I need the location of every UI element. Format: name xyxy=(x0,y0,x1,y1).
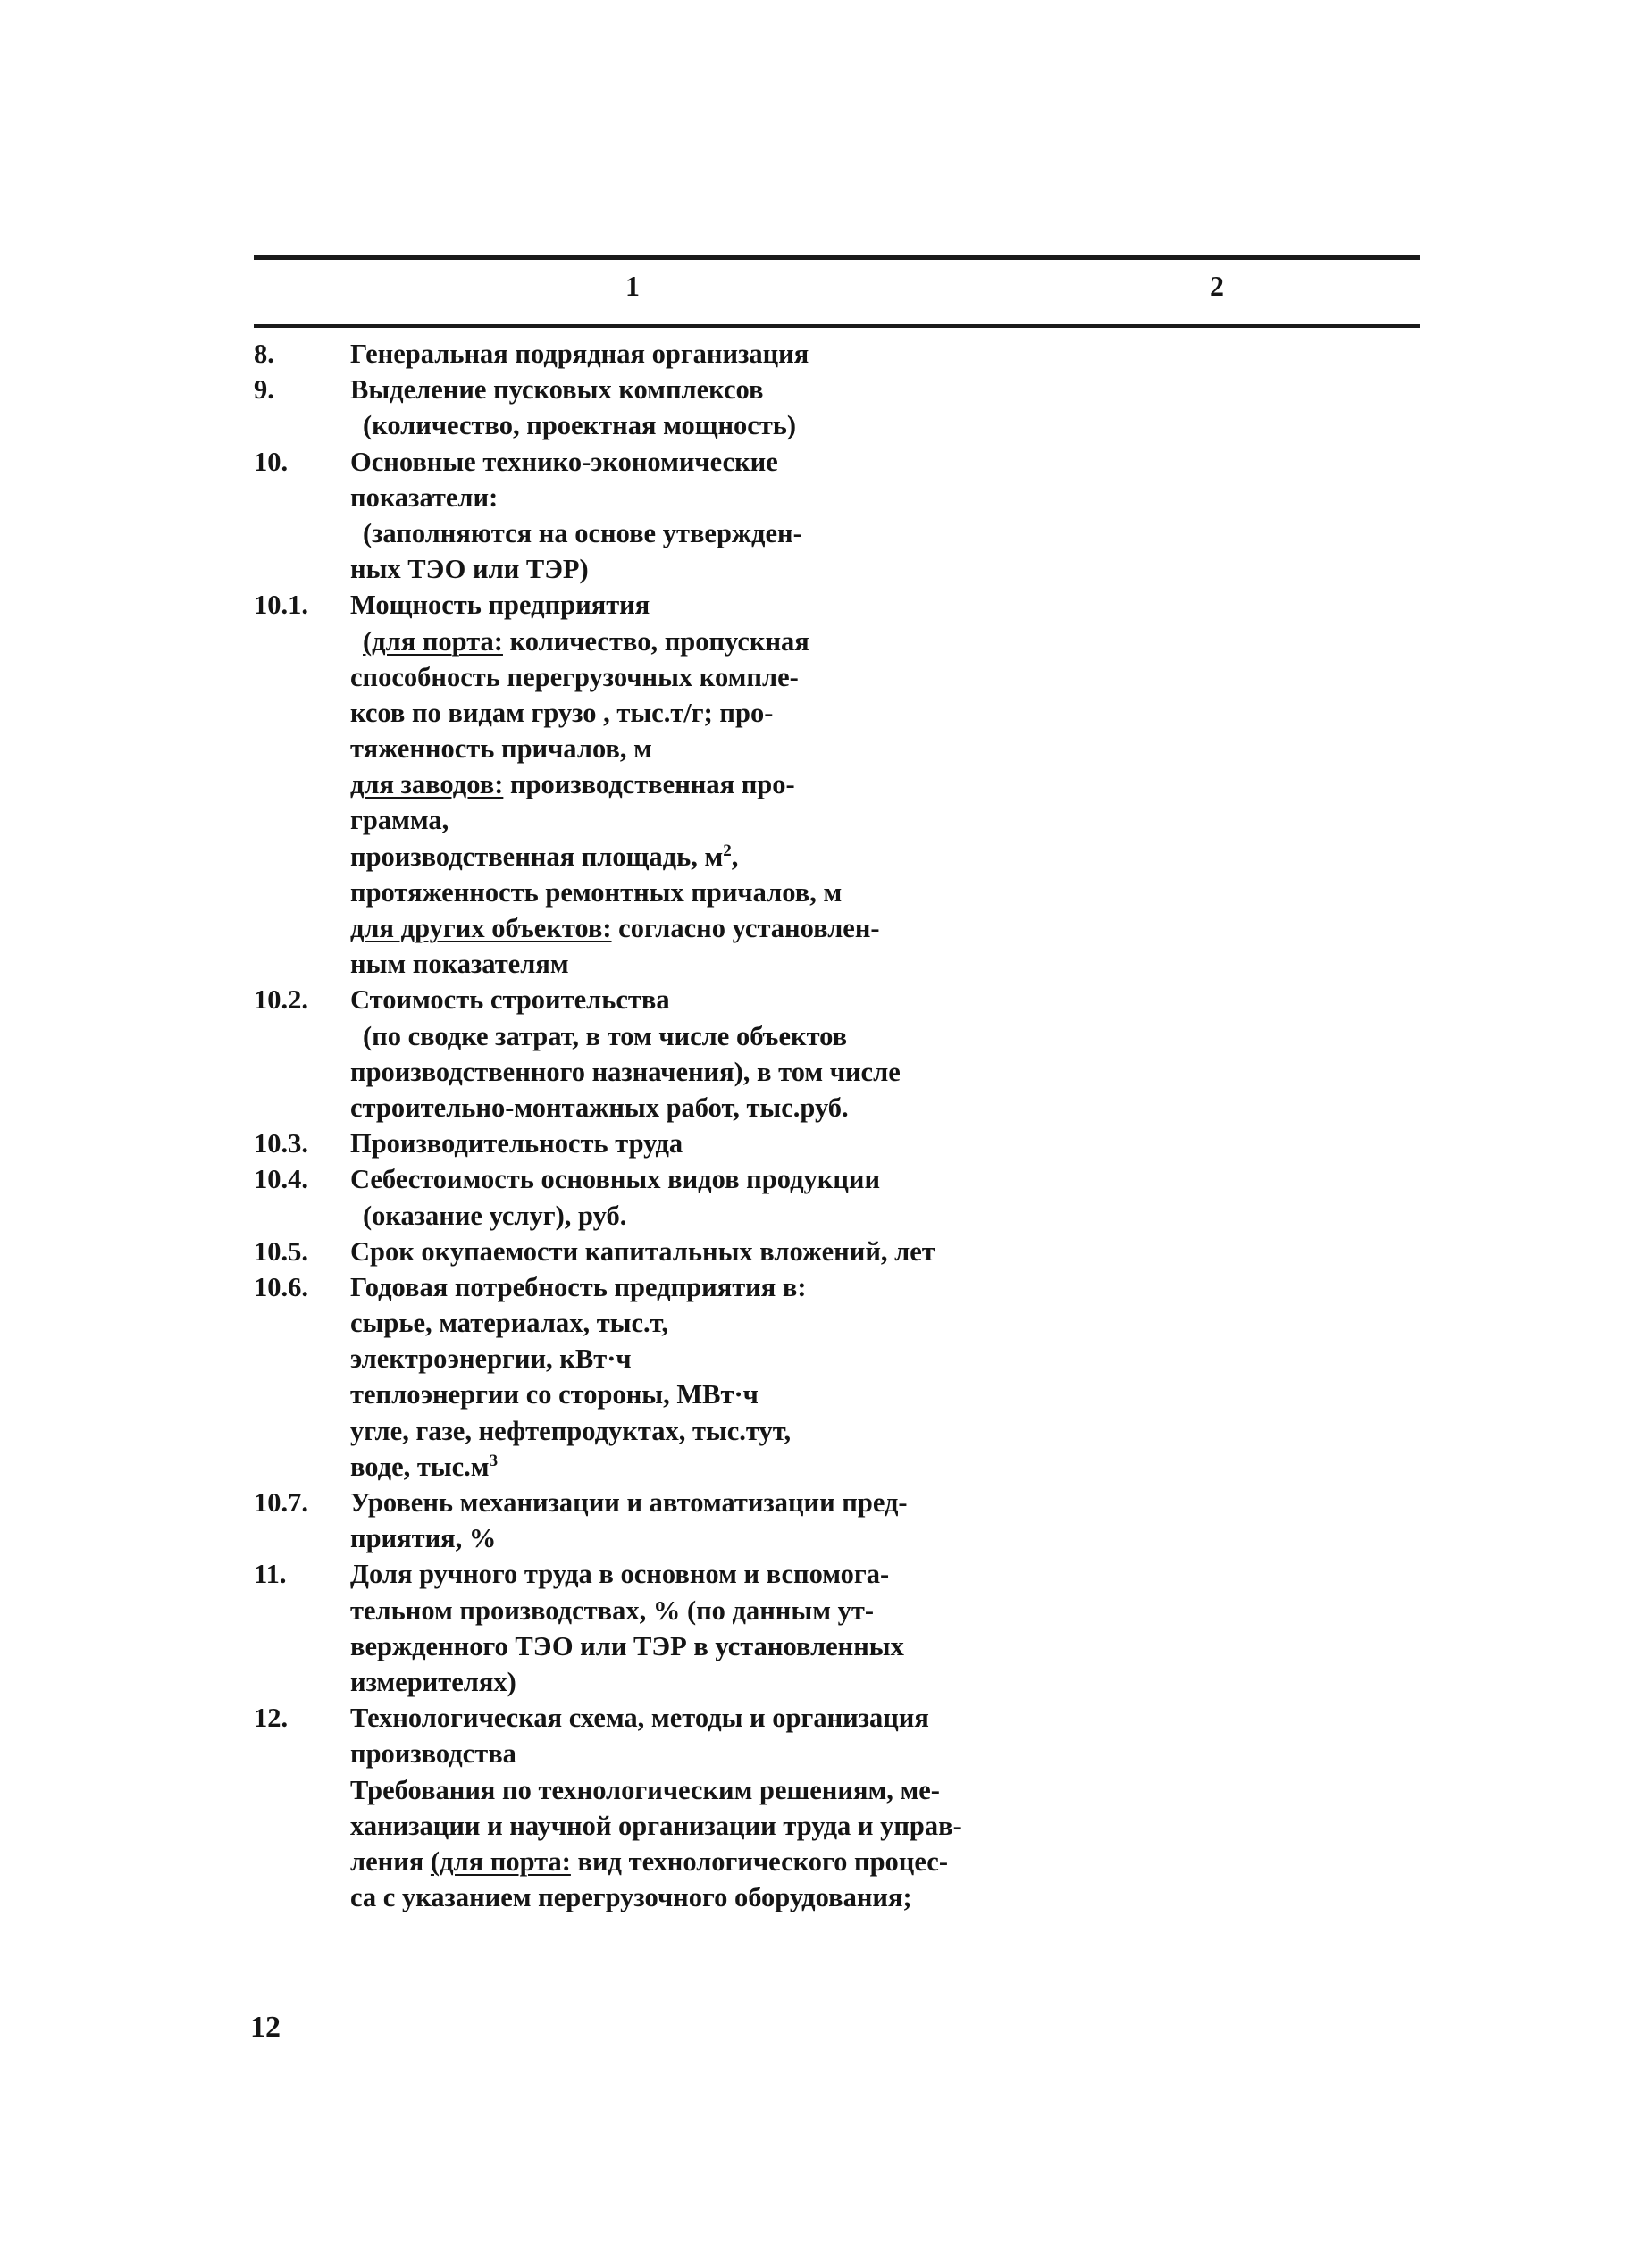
item-text xyxy=(350,839,738,875)
item-number: 12. xyxy=(254,1703,289,1734)
item-text xyxy=(350,1628,904,1664)
table-row xyxy=(254,1879,1058,1915)
table-row xyxy=(254,1664,1058,1700)
item-text-main: Уровень механизации и автоматизации пред- xyxy=(350,1487,908,1518)
item-text-main: показатели: xyxy=(350,481,499,513)
item-text xyxy=(350,1413,791,1449)
item-text xyxy=(350,1879,912,1915)
item-text xyxy=(350,1341,632,1377)
item-text xyxy=(350,1234,935,1269)
item-text-main: грамма, xyxy=(350,805,449,836)
superscript: 2 xyxy=(723,841,732,860)
item-text-main: Годовая потребность предприятия в: xyxy=(350,1271,807,1302)
table-row xyxy=(254,1377,1058,1412)
item-number: 10.7. xyxy=(254,1487,308,1518)
table-row xyxy=(254,1161,1058,1197)
table-row xyxy=(254,1520,1058,1556)
table-row xyxy=(254,1054,1058,1090)
item-text-main: производственная про- xyxy=(503,769,795,800)
item-text xyxy=(350,1305,668,1341)
table-row xyxy=(254,587,1058,623)
item-text-main: Требования по технологическим решениям, ме- xyxy=(350,1774,940,1805)
item-text xyxy=(350,1449,498,1485)
item-text xyxy=(350,1556,889,1592)
item-text xyxy=(350,1377,759,1412)
item-text-main: тельном производствах, % (по данным ут- xyxy=(350,1594,874,1626)
item-text-main: вержденного ТЭО или ТЭР в установленных xyxy=(350,1630,904,1661)
item-text xyxy=(350,1808,962,1844)
item-text-main: вид технологического процес- xyxy=(570,1845,948,1877)
item-text-main: Доля ручного труда в основном и вспомога- xyxy=(350,1559,890,1590)
table-row xyxy=(254,1700,1058,1736)
item-text-main: Стоимость строительства xyxy=(350,984,670,1016)
item-text xyxy=(350,1664,516,1700)
column-header-2: 2 xyxy=(1210,270,1224,302)
item-text-main: приятия, % xyxy=(350,1523,497,1554)
underlined-heading: (для порта: xyxy=(363,625,503,657)
item-text xyxy=(350,444,778,480)
item-text xyxy=(350,336,809,372)
item-text-main: ным показателям xyxy=(350,949,569,980)
item-text-main: строительно-монтажных работ, тыс.руб. xyxy=(350,1092,849,1123)
table-row xyxy=(254,1556,1058,1592)
table-row xyxy=(254,731,1058,766)
table-top-rule xyxy=(254,255,1420,260)
superscript: 3 xyxy=(489,1451,499,1470)
table-row xyxy=(254,1449,1058,1485)
table-header-rule xyxy=(254,324,1420,328)
item-text-main: Производительность труда xyxy=(350,1128,683,1159)
item-text-main: (по сводке затрат, в том числе объектов xyxy=(363,1020,848,1051)
item-text xyxy=(350,802,449,838)
item-text-main: электроэнергии, кВт·ч xyxy=(350,1343,632,1375)
item-text-main: ханизации и научной организации труда и управ- xyxy=(350,1810,962,1841)
table-row xyxy=(254,1269,1058,1305)
item-text-main: воде, тыс.м xyxy=(350,1451,490,1482)
table-row xyxy=(254,480,1058,515)
item-text xyxy=(350,1700,929,1736)
underlined-heading: для заводов: xyxy=(350,769,504,800)
table-row xyxy=(254,336,1058,372)
item-text-main: производственная площадь, м xyxy=(350,841,724,872)
item-number: 10.2. xyxy=(254,984,308,1016)
table-row xyxy=(254,1772,1058,1808)
item-text xyxy=(350,623,809,659)
table-row xyxy=(254,1844,1058,1879)
item-text xyxy=(350,515,802,551)
item-text xyxy=(350,1844,948,1879)
item-text-main: способность перегрузочных комплe- xyxy=(350,661,799,692)
item-text xyxy=(350,1485,908,1520)
item-number: 10. xyxy=(254,446,289,477)
item-text-prefix: ления xyxy=(350,1845,431,1877)
item-text-main: Технологическая схема, методы и организация xyxy=(350,1703,929,1734)
table-row xyxy=(254,407,1058,443)
item-text xyxy=(350,551,589,587)
table-row xyxy=(254,1736,1058,1771)
item-text-main: (заполняются на основе утвержден- xyxy=(363,517,802,548)
item-text-main: количество, пропускная xyxy=(502,625,809,657)
table-row xyxy=(254,1234,1058,1269)
item-number: 9. xyxy=(254,374,274,406)
item-text-main: Выделение пусковых комплексов xyxy=(350,374,764,406)
item-text-main: сырье, материалах, тыс.т, xyxy=(350,1308,668,1339)
table-row xyxy=(254,1126,1058,1161)
item-text xyxy=(350,982,670,1017)
item-text xyxy=(350,1198,626,1234)
item-number: 10.4. xyxy=(254,1164,308,1195)
item-text xyxy=(350,480,498,515)
underlined-heading: (для порта: xyxy=(430,1845,571,1877)
item-text-main: (оказание услуг), руб. xyxy=(363,1200,627,1231)
item-text xyxy=(350,1018,847,1054)
table-row xyxy=(254,515,1058,551)
item-text-main: теплоэнергии со стороны, МВт·ч xyxy=(350,1379,759,1410)
item-number: 11. xyxy=(254,1559,287,1590)
item-text-main: измерителях) xyxy=(350,1666,516,1697)
table-row xyxy=(254,659,1058,695)
table-row xyxy=(254,1018,1058,1054)
item-text xyxy=(350,659,799,695)
item-text xyxy=(350,1736,516,1771)
item-text xyxy=(350,695,773,731)
table-row xyxy=(254,1341,1058,1377)
table-row xyxy=(254,1305,1058,1341)
item-text-main: протяженность ремонтных причалов, м xyxy=(350,876,843,908)
table-row xyxy=(254,839,1058,875)
item-text xyxy=(350,1090,849,1126)
table-row xyxy=(254,1485,1058,1520)
item-text xyxy=(350,1269,807,1305)
table-row xyxy=(254,1090,1058,1126)
column-header-1: 1 xyxy=(625,270,640,302)
item-text xyxy=(350,1126,683,1161)
item-text xyxy=(350,1520,496,1556)
item-text-main: ных ТЭО или ТЭР) xyxy=(350,554,589,585)
item-text-main: Себестоимость основных видов продукции xyxy=(350,1164,881,1195)
item-text xyxy=(350,910,880,946)
item-text xyxy=(350,1772,940,1808)
table-row xyxy=(254,623,1058,659)
page-number: 12 xyxy=(250,2011,281,2044)
table-row xyxy=(254,946,1058,982)
item-text-main: Основные технико-экономические xyxy=(350,446,778,477)
table-row xyxy=(254,982,1058,1017)
item-number: 8. xyxy=(254,339,274,369)
item-text xyxy=(350,587,650,623)
item-number: 10.1. xyxy=(254,590,308,621)
item-text-main: согласно установлен- xyxy=(611,913,880,943)
item-text-main: (количество, проектная мощность) xyxy=(363,410,797,441)
table-row xyxy=(254,766,1058,802)
item-text-main: ксов по видам грузо , тыс.т/г; про- xyxy=(350,697,774,728)
table-row xyxy=(254,695,1058,731)
item-text-main: угле, газе, нефтепродуктах, тыс.тут, xyxy=(350,1415,792,1446)
item-text xyxy=(350,372,763,407)
item-text xyxy=(350,1054,901,1090)
item-text-main: производственного назначения), в том числе xyxy=(350,1056,901,1087)
table-row xyxy=(254,802,1058,838)
item-text-main: производства xyxy=(350,1738,516,1770)
table-row xyxy=(254,1198,1058,1234)
item-text xyxy=(350,766,795,802)
item-text-main: тяженность причалов, м xyxy=(350,733,652,765)
item-text xyxy=(350,1161,880,1197)
table-row xyxy=(254,372,1058,407)
table-row xyxy=(254,1413,1058,1449)
table-row xyxy=(254,1593,1058,1628)
item-text xyxy=(350,1593,874,1628)
item-text xyxy=(350,731,652,766)
item-text-main: Срок окупаемости капитальных вложений, лет xyxy=(350,1235,935,1267)
table-body xyxy=(254,336,1058,1915)
item-text-main: са с указанием перегрузочного оборудования; xyxy=(350,1882,912,1913)
item-text-suffix: , xyxy=(731,841,739,872)
item-text xyxy=(350,407,796,443)
item-number: 10.3. xyxy=(254,1128,308,1159)
underlined-heading: для других объектов: xyxy=(350,913,612,943)
table-row xyxy=(254,444,1058,480)
item-text-main: Генеральная подрядная организация xyxy=(350,339,809,369)
item-text xyxy=(350,946,569,982)
item-text-main: Мощность предприятия xyxy=(350,590,650,621)
table-row xyxy=(254,910,1058,946)
item-text xyxy=(350,875,842,910)
table-row xyxy=(254,875,1058,910)
table-row xyxy=(254,1808,1058,1844)
table-row xyxy=(254,551,1058,587)
item-number: 10.5. xyxy=(254,1235,308,1267)
item-number: 10.6. xyxy=(254,1271,308,1302)
table-row xyxy=(254,1628,1058,1664)
